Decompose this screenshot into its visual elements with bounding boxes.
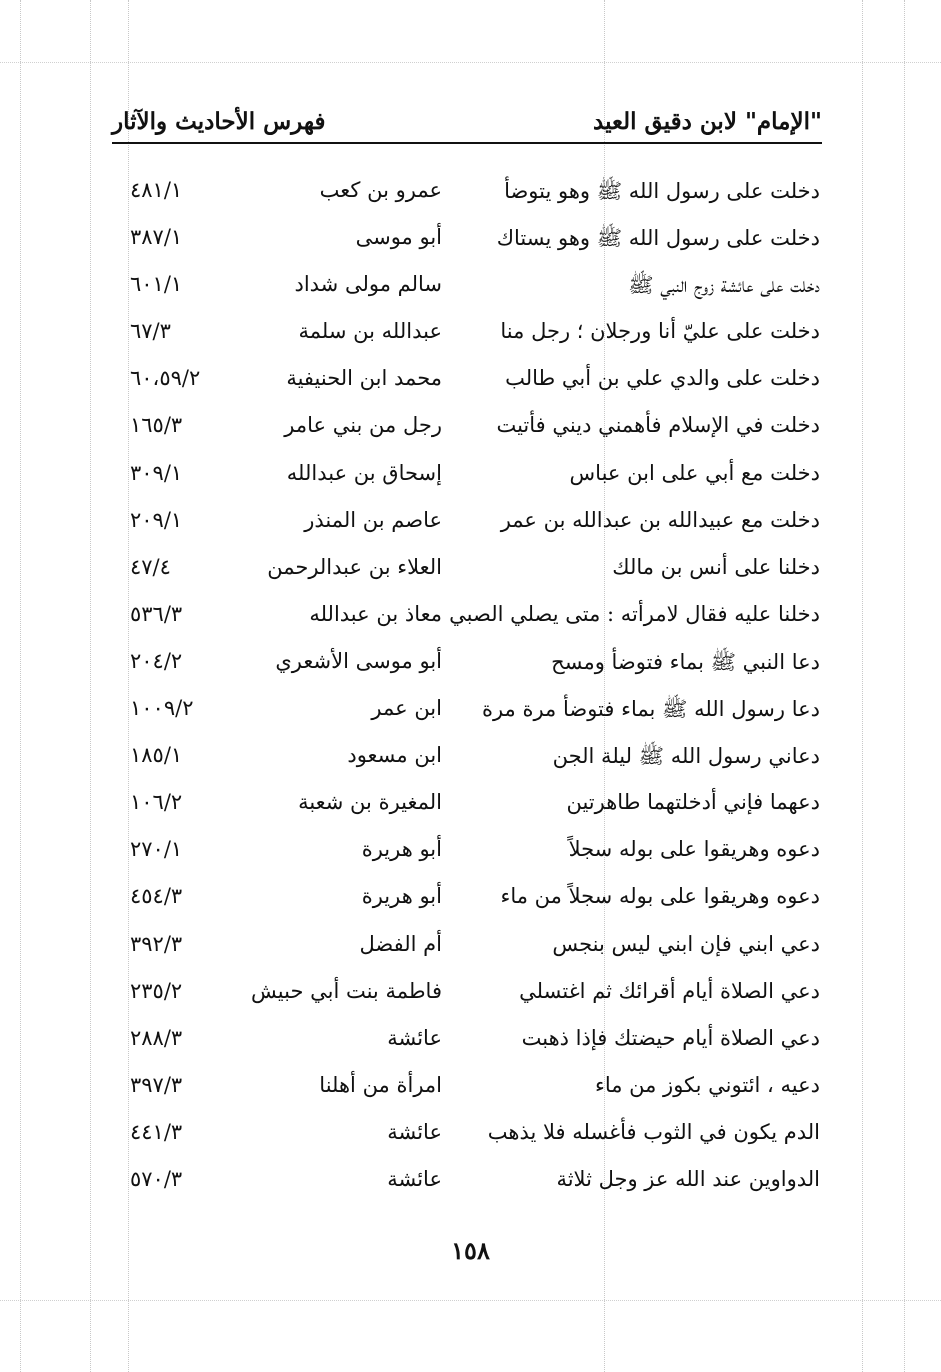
index-row xyxy=(112,1020,822,1067)
index-row xyxy=(112,596,822,643)
hadith-text: دعاني رسول الله ﷺ ليلة الجن xyxy=(552,744,820,769)
hadith-text: دخلت على والدي علي بن أبي طالب xyxy=(505,366,820,391)
index-row xyxy=(112,1114,822,1161)
index-row xyxy=(112,737,822,784)
volume-page-ref: ٢٠٩/١ xyxy=(130,507,183,532)
index-row xyxy=(112,172,822,219)
index-row xyxy=(112,407,822,454)
narrator: فاطمة بنت أبي حبيش xyxy=(251,978,442,1003)
hadith-text: دخلت في الإسلام فأهمني ديني فأتيت xyxy=(496,413,820,438)
scan-guide xyxy=(904,0,905,1372)
volume-page-ref: ٣٠٩/١ xyxy=(130,460,183,485)
volume-page-ref: ٢٨٨/٣ xyxy=(130,1025,183,1050)
section-title: فهرس الأحاديث والآثار xyxy=(112,108,326,135)
index-row xyxy=(112,973,822,1020)
volume-page-ref: ٤٤١/٣ xyxy=(130,1119,183,1144)
volume-page-ref: ٢٣٥/٢ xyxy=(130,978,183,1003)
volume-page-ref: ١٠٦/٢ xyxy=(130,790,183,815)
volume-page-ref: ٢٠٤/٢ xyxy=(130,648,183,673)
narrator: ابن مسعود xyxy=(347,743,442,768)
volume-page-ref: ٦٠،٥٩/٢ xyxy=(130,366,201,391)
volume-page-ref: ٣٩٧/٣ xyxy=(130,1072,183,1097)
index-row xyxy=(112,360,822,407)
hadith-text: دخلت مع أبي على ابن عباس xyxy=(569,460,820,485)
hadith-text: دعا رسول الله ﷺ بماء فتوضأ مرة مرة xyxy=(481,697,820,722)
book-title: "الإمام" لابن دقيق العيد xyxy=(593,108,822,135)
index-row xyxy=(112,690,822,737)
volume-page-ref: ١٠٠٩/٢ xyxy=(130,696,194,721)
hadith-text: دخلت على رسول الله ﷺ وهو يستاك xyxy=(496,226,820,251)
narrator: العلاء بن عبدالرحمن xyxy=(267,554,442,579)
narrator: أم الفضل xyxy=(359,931,442,956)
narrator: سالم مولى شداد xyxy=(294,272,442,297)
volume-page-ref: ٦٠١/١ xyxy=(130,272,183,297)
volume-page-ref: ٣٩٢/٣ xyxy=(130,931,183,956)
narrator: أبو موسى الأشعري xyxy=(275,648,442,673)
narrator: عاصم بن المنذر xyxy=(304,507,442,532)
narrator: عائشة xyxy=(387,1025,442,1050)
narrator: أبو هريرة xyxy=(361,837,442,862)
index-row xyxy=(112,831,822,878)
running-header xyxy=(112,100,822,140)
index-row xyxy=(112,266,822,313)
index-row xyxy=(112,313,822,360)
volume-page-ref: ٤٥٤/٣ xyxy=(130,884,183,909)
hadith-text: دعوه وهريقوا على بوله سجلاً xyxy=(568,837,820,862)
index-row xyxy=(112,926,822,973)
page-number: ١٥٨ xyxy=(451,1236,490,1265)
hadith-text: دخلت مع عبيدالله بن عبدالله بن عمر xyxy=(500,507,820,532)
hadith-text: دخلت على عائشة زوج النبي ﷺ xyxy=(628,273,820,298)
narrator: المغيرة بن شعبة xyxy=(298,790,442,815)
hadith-text: دعهما فإني أدخلتهما طاهرتين xyxy=(566,790,820,815)
hadith-text: الدم يكون في الثوب فأغسله فلا يذهب xyxy=(487,1119,820,1144)
scan-guide xyxy=(862,0,863,1372)
narrator: أبو موسى xyxy=(355,225,442,250)
volume-page-ref: ١٦٥/٣ xyxy=(130,413,183,438)
index-table xyxy=(112,172,822,1208)
index-row xyxy=(112,1067,822,1114)
volume-page-ref: ٤٨١/١ xyxy=(130,178,183,202)
volume-page-ref: ١٨٥/١ xyxy=(130,743,183,768)
index-row xyxy=(112,784,822,831)
volume-page-ref: ٦٧/٣ xyxy=(130,319,171,344)
hadith-text: دخلت على رسول الله ﷺ وهو يتوضأ xyxy=(504,179,820,203)
narrator: محمد ابن الحنيفية xyxy=(286,366,442,391)
index-row xyxy=(112,643,822,690)
narrator: عمرو بن كعب xyxy=(319,178,442,202)
hadith-text: دخلت على عليّ أنا ورجلان ؛ رجل منا xyxy=(500,319,820,344)
hadith-text: دعي الصلاة أيام أقرائك ثم اغتسلي xyxy=(519,978,820,1003)
narrator: رجل من بني عامر xyxy=(284,413,442,438)
hadith-text: دخلنا عليه فقال لامرأته : متى يصلي الصبي xyxy=(449,601,820,626)
narrator: أبو هريرة xyxy=(361,884,442,909)
scan-guide xyxy=(0,62,941,63)
index-row xyxy=(112,219,822,266)
header-rule xyxy=(112,142,822,144)
scan-guide xyxy=(20,0,21,1372)
volume-page-ref: ٣٨٧/١ xyxy=(130,225,183,250)
hadith-text: دخلنا على أنس بن مالك xyxy=(612,554,820,579)
volume-page-ref: ٥٧٠/٣ xyxy=(130,1166,183,1191)
narrator: عائشة xyxy=(387,1119,442,1144)
index-row xyxy=(112,878,822,925)
hadith-text: دعي ابني فإن ابني ليس بنجس xyxy=(552,931,820,956)
narrator: ابن عمر xyxy=(371,696,442,721)
volume-page-ref: ٤٧/٤ xyxy=(130,554,171,579)
hadith-text: دعي الصلاة أيام حيضتك فإذا ذهبت xyxy=(521,1025,820,1050)
narrator: امرأة من أهلنا xyxy=(319,1072,442,1097)
index-row xyxy=(112,502,822,549)
index-row xyxy=(112,549,822,596)
narrator: إسحاق بن عبدالله xyxy=(286,460,442,485)
hadith-text: دعا النبي ﷺ بماء فتوضأ ومسح xyxy=(551,649,820,674)
index-row xyxy=(112,1161,822,1208)
hadith-text: الدواوين عند الله عز وجل ثلاثة xyxy=(556,1166,820,1191)
scan-guide xyxy=(90,0,91,1372)
index-row xyxy=(112,455,822,502)
volume-page-ref: ٥٣٦/٣ xyxy=(130,601,183,626)
hadith-text: دعوه وهريقوا على بوله سجلاً من ماء xyxy=(500,884,820,909)
hadith-text: دعيه ، ائتوني بكوز من ماء xyxy=(594,1072,820,1097)
narrator: عائشة xyxy=(387,1166,442,1191)
narrator: عبدالله بن سلمة xyxy=(298,319,442,344)
narrator: معاذ بن عبدالله xyxy=(309,601,442,626)
scan-guide xyxy=(0,1300,941,1301)
volume-page-ref: ٢٧٠/١ xyxy=(130,837,183,862)
